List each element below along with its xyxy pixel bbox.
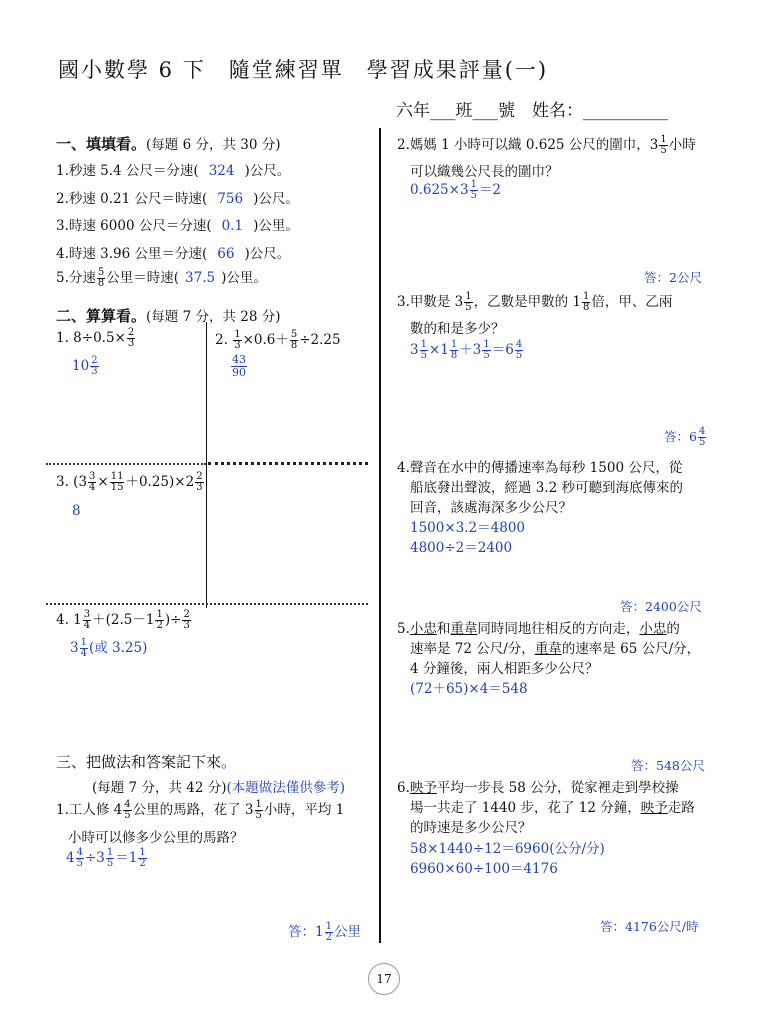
s1-answer-3: 0.1 bbox=[221, 218, 244, 234]
s1-item-3: 3.時速 6000 公尺＝分速( 0.1 )公里。 bbox=[56, 218, 299, 234]
r-question-6-line1: 6.映予平均一步長 58 公分，從家裡走到學校操 bbox=[397, 780, 679, 796]
r-work-4-line1: 1500×3.2＝4800 bbox=[410, 520, 525, 536]
r-question-3-line2: 數的和是多少？ bbox=[410, 321, 505, 337]
r-question-4-line1: 4.聲音在水中的傳播速率為每秒 1500 公尺，從 bbox=[397, 460, 683, 476]
r-work-6-line1: 58×1440÷12＝6960(公分/分) bbox=[410, 841, 605, 857]
r-work-5: (72＋65)×4＝548 bbox=[410, 681, 528, 697]
section3-reference-note: (本題做法僅供參考) bbox=[226, 780, 346, 796]
s3-question-1-line2: 小時可以修多少公里的馬路？ bbox=[68, 830, 244, 846]
s1-answer-4: 66 bbox=[217, 246, 235, 262]
r-work-4-line2: 4800÷2＝2400 bbox=[410, 540, 513, 556]
calc-divider-horizontal-1b bbox=[208, 462, 368, 465]
section3-note: (每題 7 分，共 42 分)(本題做法僅供參考) bbox=[92, 780, 346, 796]
section1-heading: 一、填填看。 bbox=[56, 135, 147, 153]
column-divider bbox=[379, 128, 381, 943]
r-question-3-line1: 3.甲數是 3 $\frac{1}{5}$ ，乙數是甲數的 1 $\frac{1}{8}$ 倍，甲、乙兩 bbox=[397, 291, 673, 313]
r-answer-5: 答：548公尺 bbox=[631, 758, 705, 773]
page-number: 17 bbox=[368, 963, 400, 995]
s1-item-2: 2.秒速 0.21 公尺＝時速( 756 )公尺。 bbox=[56, 191, 299, 207]
s1-answer-5: 37.5 bbox=[185, 270, 216, 286]
calc-divider-horizontal-1 bbox=[46, 463, 206, 465]
r-question-4-line3: 回音，該處海深多少公尺？ bbox=[410, 500, 572, 516]
s2-answer-3: 8 bbox=[72, 503, 81, 519]
r-question-6-line3: 的時速是多少公尺？ bbox=[410, 820, 532, 836]
section1-header bbox=[56, 133, 280, 154]
s1-item-5: 5.分速 $\frac{5}{8}$ 公里＝時速( 37.5 )公里。 bbox=[56, 267, 267, 289]
s2-question-3: 3. (3 $\frac{3}{4}$ × $\frac{11}{15}$ ＋0.25)×2 $\frac{2}{3}$ bbox=[56, 471, 203, 493]
r-answer-2: 答：2公尺 bbox=[644, 270, 702, 285]
s2-question-2: 2. $\frac{1}{3}$ ×0.6＋ $\frac{5}{8}$ ÷2.25 bbox=[215, 329, 341, 351]
section3-heading: 三、把做法和答案記下來。 bbox=[56, 753, 237, 771]
s2-question-4: 4. 1 $\frac{3}{4}$ ＋(2.5－1 $\frac{1}{2}$ )÷ $\frac{2}{3}$ bbox=[56, 609, 190, 631]
s2-question-1: 1. 8÷0.5× $\frac{2}{3}$ bbox=[56, 327, 135, 349]
student-info-line: 六年___班___號 姓名：__________ bbox=[396, 101, 668, 121]
r-question-5-line1: 5.小忠和重韋同時同地往相反的方向走，小忠的 bbox=[397, 621, 680, 637]
s3-question-1-line1: 1.工人修 4 $\frac{4}{5}$ 公里的馬路，花了 3 $\frac{1}{5}$ 小時，平均 1 bbox=[56, 799, 345, 821]
r-answer-6: 答：4176公尺/時 bbox=[600, 919, 699, 934]
r-question-5-line2: 速率是 72 公尺/分，重韋的速率是 65 公尺/分， bbox=[410, 641, 701, 657]
r-answer-4: 答：2400公尺 bbox=[620, 599, 702, 614]
s3-answer-1: 答：1 $\frac{1}{2}$ 公里 bbox=[288, 921, 361, 943]
r-work-6-line2: 6960×60÷100＝4176 bbox=[410, 861, 558, 877]
s1-item-1: 1.秒速 5.4 公尺＝分速( 324 )公尺。 bbox=[56, 163, 291, 179]
s1-answer-2: 756 bbox=[217, 191, 244, 207]
page-title: 國小數學 6 下 隨堂練習單 學習成果評量(一) bbox=[58, 58, 549, 82]
s2-answer-2: $\frac{43}{90}$ bbox=[232, 353, 246, 379]
section2-header bbox=[56, 305, 280, 326]
calc-divider-vertical bbox=[206, 322, 207, 608]
s2-answer-4: 3 $\frac{1}{4}$ (或 3.25) bbox=[70, 637, 148, 659]
section1-note: (每題 6 分，共 30 分) bbox=[146, 137, 281, 153]
r-question-2-line1: 2.媽媽 1 小時可以織 0.625 公尺的圍巾，3 $\frac{1}{5}$ 小時 bbox=[397, 134, 696, 156]
section2-note: (每題 7 分，共 28 分) bbox=[146, 309, 281, 325]
r-work-3: 3 $\frac{1}{5}$ ×1 $\frac{1}{8}$ ＋3 $\frac{1}{5}$ ＝6 $\frac{4}{5}$ bbox=[410, 339, 523, 361]
r-question-4-line2: 船底發出聲波，經過 3.2 秒可聽到海底傳來的 bbox=[410, 480, 684, 496]
s2-answer-1: 10 $\frac{2}{3}$ bbox=[72, 355, 98, 377]
s1-item-4: 4.時速 3.96 公里＝分速( 66 )公尺。 bbox=[56, 246, 291, 262]
r-work-2: 0.625×3 $\frac{1}{5}$ ＝2 bbox=[410, 179, 502, 201]
s3-work-1: 4 $\frac{4}{5}$ ÷3 $\frac{1}{5}$ ＝1 $\frac{1}{2}$ bbox=[66, 847, 146, 869]
section2-heading: 二、算算看。 bbox=[56, 307, 147, 325]
r-question-2-line2: 可以織幾公尺長的圍巾？ bbox=[410, 164, 559, 180]
r-question-6-line2: 場一共走了 1440 步，花了 12 分鐘，映予走路 bbox=[410, 800, 695, 816]
calc-divider-horizontal-2 bbox=[46, 603, 368, 605]
s1-answer-1: 324 bbox=[208, 163, 235, 179]
r-question-5-line3: 4 分鐘後，兩人相距多少公尺？ bbox=[410, 661, 599, 677]
r-answer-3: 答：6 $\frac{4}{5}$ bbox=[664, 426, 706, 448]
